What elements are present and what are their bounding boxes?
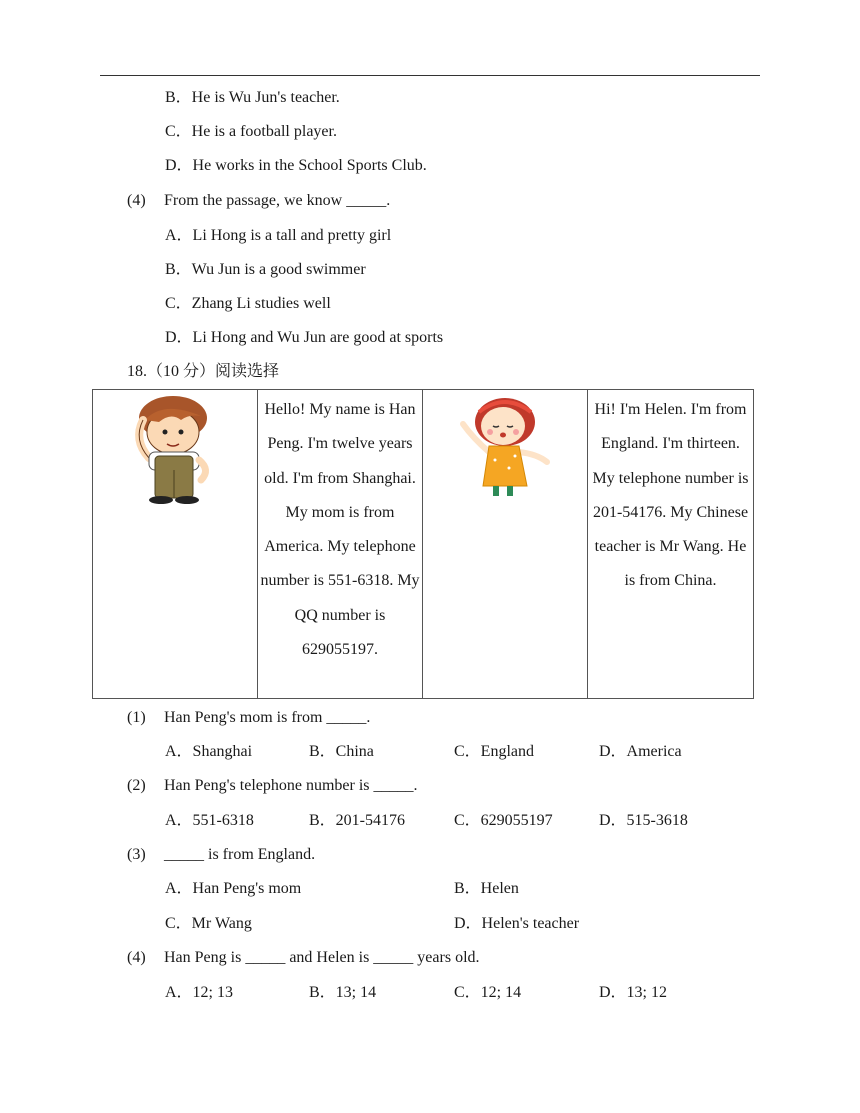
question-number: (4) bbox=[127, 949, 146, 966]
girl-text-cell bbox=[588, 390, 754, 699]
option-b: B．Helen bbox=[454, 880, 519, 897]
option-b: B．13; 14 bbox=[309, 984, 377, 1001]
option-d: D．515-3618 bbox=[599, 812, 688, 829]
question-text: Han Peng's mom is from _____. bbox=[164, 709, 371, 726]
option-d: D．He works in the School Sports Club. bbox=[165, 157, 427, 174]
option-c: C．He is a football player. bbox=[165, 123, 337, 140]
header-rule bbox=[100, 75, 760, 76]
question-text: Han Peng is _____ and Helen is _____ years old. bbox=[164, 949, 480, 966]
option-b: B．He is Wu Jun's teacher. bbox=[165, 89, 340, 106]
question-text: Han Peng's telephone number is _____. bbox=[164, 777, 418, 794]
section-title: 18.（10 分）阅读选择 bbox=[127, 363, 280, 380]
option-a: A．551-6318 bbox=[165, 812, 254, 829]
question-text: _____ is from England. bbox=[164, 846, 316, 863]
question-number: (2) bbox=[127, 777, 146, 794]
option-c: C．England bbox=[454, 743, 534, 760]
girl-cartoon-icon bbox=[423, 390, 588, 510]
option-c: C．12; 14 bbox=[454, 984, 522, 1001]
option-c: C．Zhang Li studies well bbox=[165, 295, 331, 312]
option-a: A．Shanghai bbox=[165, 743, 253, 760]
option-b: B．China bbox=[309, 743, 374, 760]
han-peng-passage: Hello! My name is Han Peng. I'm twelve years old. I'm from Shanghai. My mom is from America. My telephone number is 551-6318. My QQ number is 629055197. bbox=[260, 401, 420, 659]
option-b: B．201-54176 bbox=[309, 812, 406, 829]
boy-picture-cell bbox=[93, 390, 258, 699]
option-d: D．13; 12 bbox=[599, 984, 668, 1001]
option-c: C．Mr Wang bbox=[165, 915, 252, 932]
question-number: (4) bbox=[127, 192, 146, 209]
boy-text-cell bbox=[258, 390, 423, 699]
question-text: From the passage, we know _____. bbox=[164, 192, 391, 209]
question-number: (1) bbox=[127, 709, 146, 726]
girl-picture-cell bbox=[423, 390, 588, 699]
option-a: A．Li Hong is a tall and pretty girl bbox=[165, 227, 392, 244]
option-d: D．America bbox=[599, 743, 682, 760]
option-b: B．Wu Jun is a good swimmer bbox=[165, 261, 366, 278]
boy-cartoon-icon bbox=[93, 390, 258, 510]
option-d: D．Li Hong and Wu Jun are good at sports bbox=[165, 329, 444, 346]
reading-table bbox=[92, 389, 754, 699]
option-a: A．12; 13 bbox=[165, 984, 234, 1001]
helen-passage: Hi! I'm Helen. I'm from England. I'm thirteen. My telephone number is 201-54176. My Chinese teacher is Mr Wang. He is from China. bbox=[592, 401, 749, 590]
option-d: D．Helen's teacher bbox=[454, 915, 580, 932]
option-c: C．629055197 bbox=[454, 812, 553, 829]
option-a: A．Han Peng's mom bbox=[165, 880, 302, 897]
question-number: (3) bbox=[127, 846, 146, 863]
